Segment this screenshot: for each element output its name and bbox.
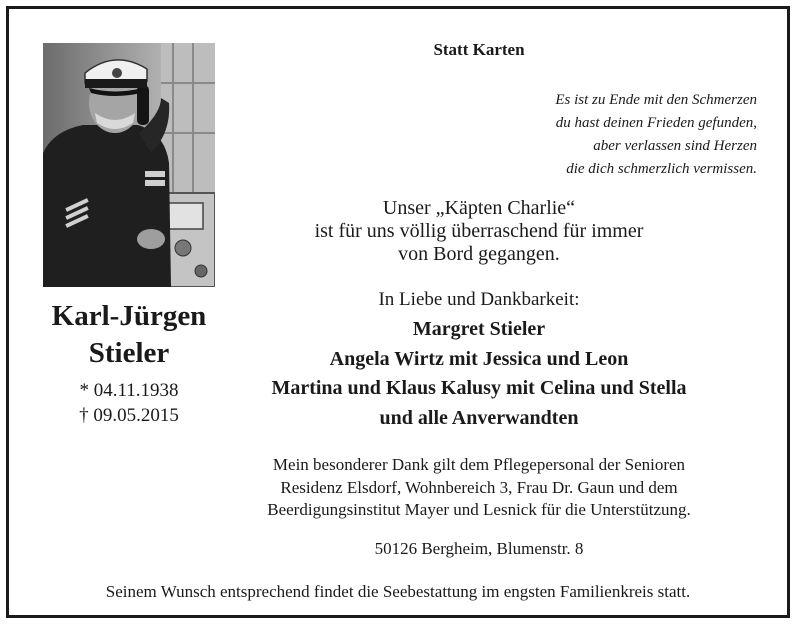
notice-heading: Statt Karten xyxy=(433,40,525,59)
gratitude-note xyxy=(179,454,779,522)
burial-note: Seinem Wunsch entsprechend findet die Seebestattung im engsten Familienkreis statt. xyxy=(105,582,691,601)
announcement-line: von Bord gegangen. xyxy=(398,243,560,265)
death-date: † 09.05.2015 xyxy=(79,405,179,426)
poem-line: Es ist zu Ende mit den Schmerzen xyxy=(555,92,757,108)
announcement-line: ist für uns völlig überraschend für immer xyxy=(314,220,644,242)
note-line: Mein besonderer Dank gilt dem Pflegepersonal der Senioren xyxy=(272,455,686,474)
note-line: Residenz Elsdorf, Wohnbereich 3, Frau Dr. Gaun und dem xyxy=(280,477,678,497)
last-name: Stieler xyxy=(88,337,170,369)
first-name: Karl-Jürgen xyxy=(51,300,207,332)
address: 50126 Bergheim, Blumenstr. 8 xyxy=(374,539,584,558)
mourner: Angela Wirtz mit Jessica und Leon xyxy=(329,347,629,370)
thanks-line: In Liebe und Dankbarkeit: xyxy=(378,289,580,310)
announcement-line: Unser „Käpten Charlie“ xyxy=(382,197,576,219)
mourner: Margret Stieler xyxy=(412,318,546,340)
poem xyxy=(555,89,757,181)
poem-line: du hast deinen Frieden gefunden, xyxy=(555,115,757,131)
mourner: und alle Anverwandten xyxy=(379,406,579,429)
mourner: Martina und Klaus Kalusy mit Celina und Stella xyxy=(271,377,687,399)
poem-line: aber verlassen sind Herzen xyxy=(593,138,757,154)
portrait-photo xyxy=(43,43,215,287)
obituary-notice xyxy=(6,6,790,618)
poem-line: die dich schmerzlich vermissen. xyxy=(566,161,757,177)
deceased-name xyxy=(29,298,229,372)
mourners-list xyxy=(209,315,749,433)
note-line: Beerdigungsinstitut Mayer und Lesnick für die Unterstützung. xyxy=(267,500,691,519)
birth-date: * 04.11.1938 xyxy=(79,380,179,401)
life-dates xyxy=(29,378,229,428)
announcement xyxy=(239,197,719,266)
